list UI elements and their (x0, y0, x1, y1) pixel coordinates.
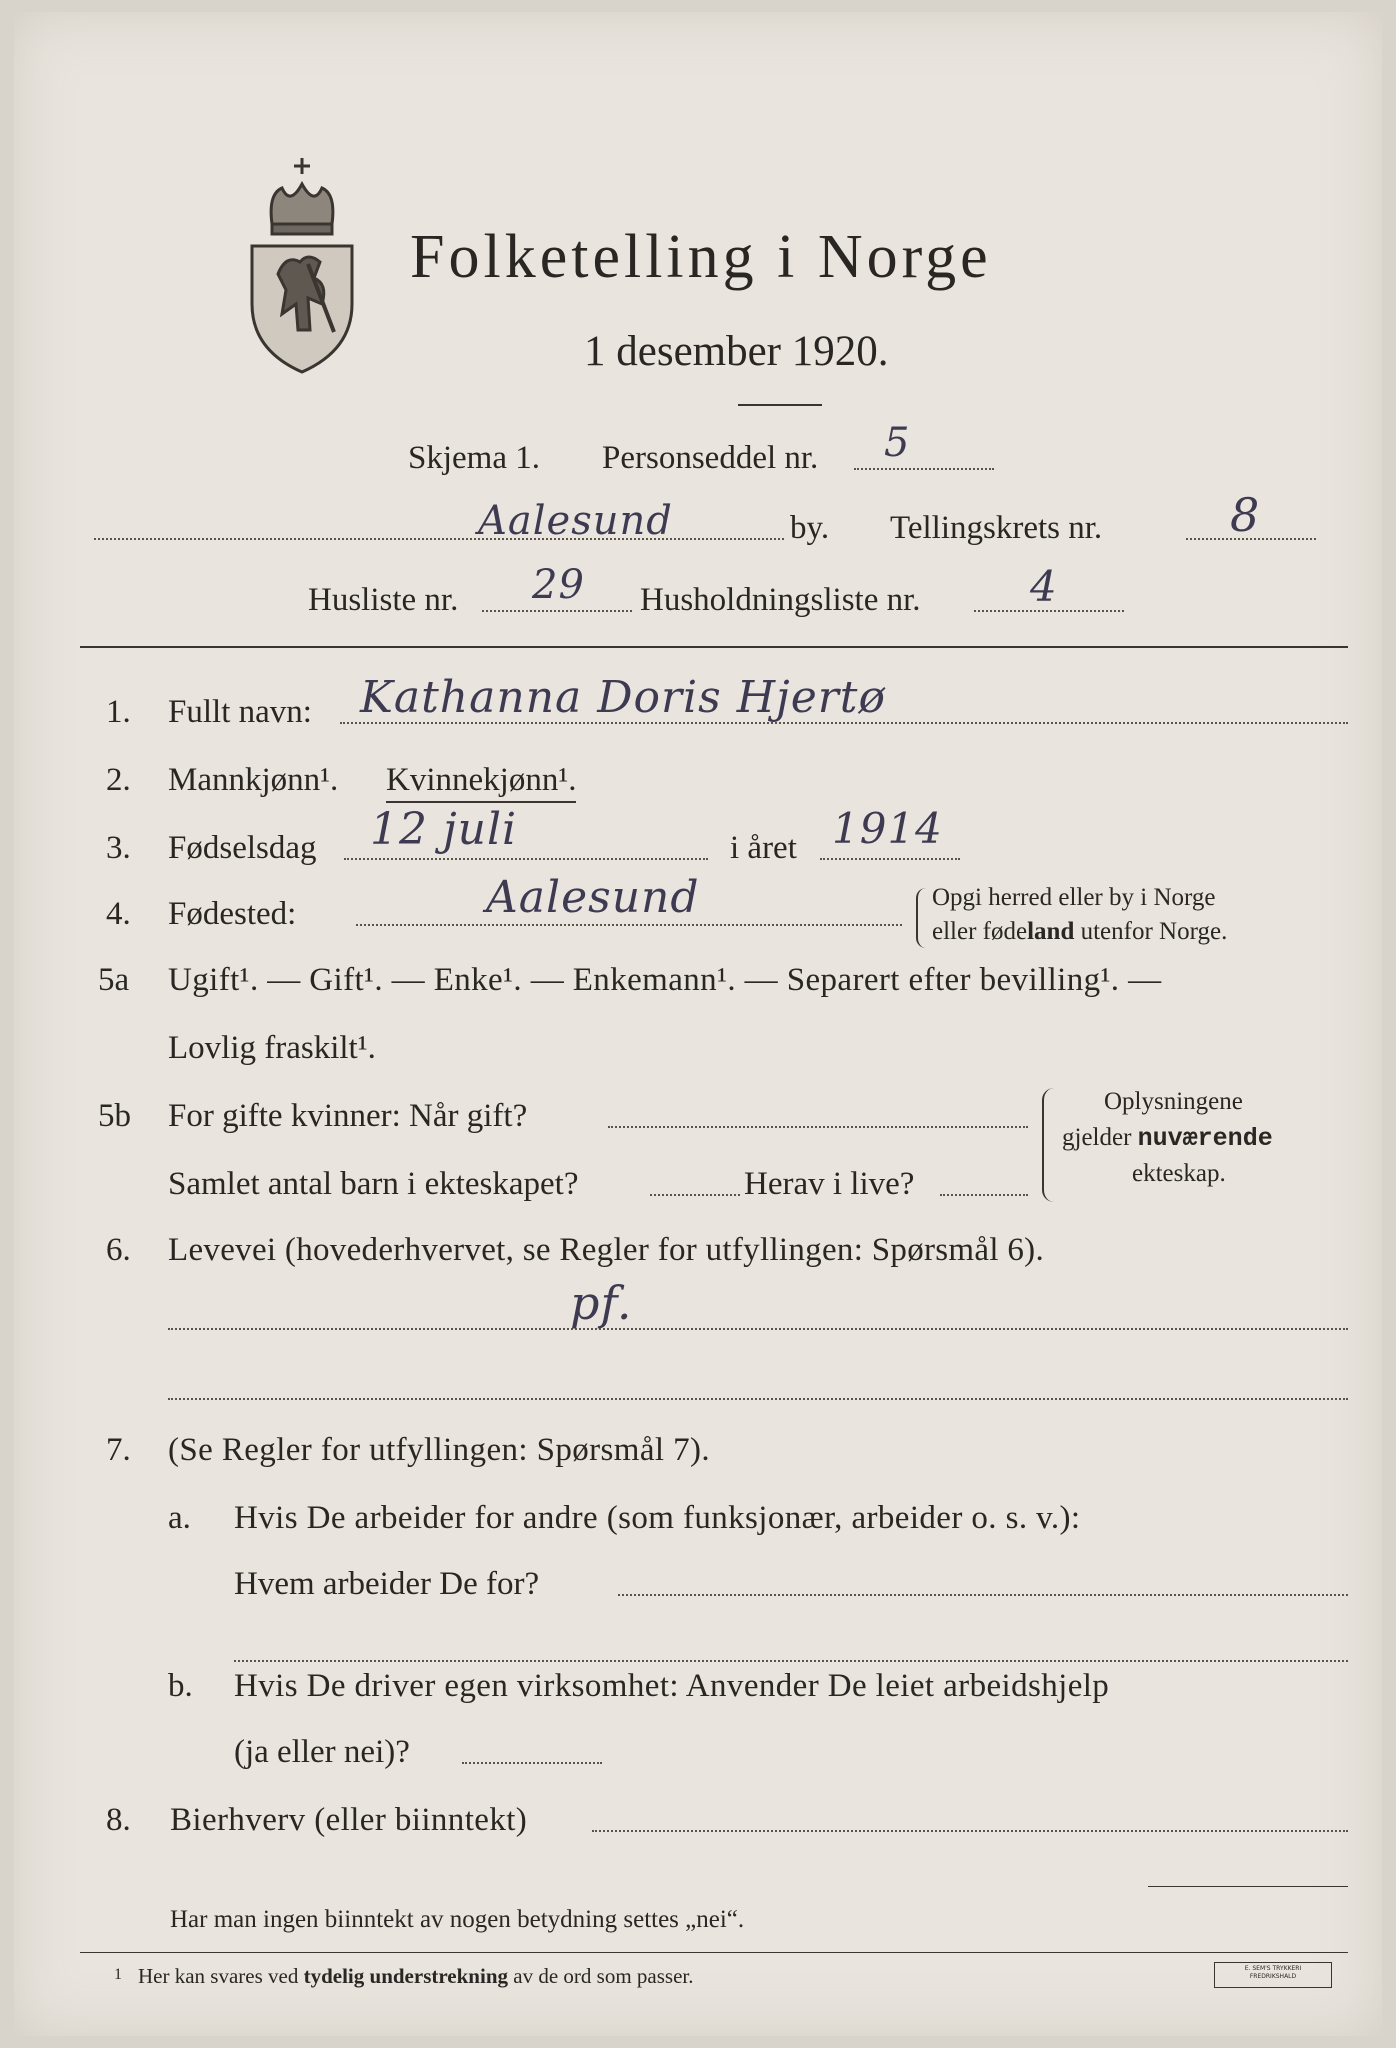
q5b-number: 5b (98, 1098, 131, 1134)
q4-line (356, 924, 902, 926)
q5b-note-line1: Oplysningene (1104, 1088, 1243, 1115)
q3-label: Fødselsdag (168, 830, 317, 866)
q5a-options-line2[interactable]: Lovlig fraskilt¹. (168, 1030, 376, 1066)
q2-male-option[interactable]: Mannkjønn¹. (168, 762, 339, 798)
q4-note-text-bold: land (1027, 918, 1075, 945)
husholdning-label: Husholdningsliste nr. (640, 582, 921, 618)
tellingskrets-value[interactable]: 8 (1230, 488, 1261, 542)
q7-label: (Se Regler for utfyllingen: Spørsmål 7). (168, 1432, 711, 1468)
q6-number: 6. (106, 1232, 131, 1268)
footnote-text-a: Her kan svares ved (138, 1964, 304, 1988)
q8-number: 8. (106, 1802, 131, 1838)
schema-label: Skjema 1. (408, 440, 540, 476)
q7a-line2: Hvem arbeider De for? (234, 1566, 540, 1602)
q7a-employer-line2[interactable] (234, 1660, 1348, 1662)
q4-birthplace-value[interactable]: Aalesund (486, 872, 700, 923)
header-divider (80, 646, 1348, 648)
q5a-options-line1[interactable]: Ugift¹. — Gift¹. — Enke¹. — Enkemann¹. — Separert efter bevilling¹. — (168, 962, 1162, 998)
q7-number: 7. (106, 1432, 131, 1468)
q3-day-line (344, 858, 708, 860)
personseddel-line (854, 468, 994, 470)
q7b-letter: b. (168, 1668, 193, 1704)
footer-top-rule (1148, 1886, 1348, 1887)
q3-number: 3. (106, 830, 131, 866)
city-value[interactable]: Aalesund (478, 498, 673, 544)
q7a-line1: Hvis De arbeider for andre (som funksjonær, arbeider o. s. v.): (234, 1500, 1081, 1536)
footnote-text-bold: tydelig understrekning (303, 1964, 509, 1988)
census-form (14, 12, 1382, 2036)
q5b-note-text-bold: nuværende (1137, 1124, 1273, 1153)
q7b-line1: Hvis De driver egen virksomhet: Anvender De leiet arbeidshjelp (234, 1668, 1110, 1704)
q3-year-line (820, 858, 960, 860)
q2-female-option[interactable]: Kvinnekjønn¹. (386, 762, 576, 803)
q4-note-brace (916, 888, 926, 948)
q5b-note-brace (1042, 1088, 1054, 1202)
q6-label: Levevei (hovederhvervet, se Regler for utfyllingen: Spørsmål 6). (168, 1232, 1045, 1268)
q6-line1 (168, 1328, 1348, 1330)
printer-line2: FREDRIKSHALD (1249, 1973, 1297, 1980)
q5b-alive-line[interactable] (940, 1194, 1028, 1196)
tellingskrets-label: Tellingskrets nr. (890, 510, 1103, 546)
q4-label: Fødested: (168, 896, 297, 932)
footer-divider (80, 1952, 1348, 1953)
city-line (94, 538, 784, 540)
q1-full-name-value[interactable]: Kathanna Doris Hjertø (360, 672, 886, 723)
footnote-text-c: av de ord som passer. (508, 1964, 694, 1988)
husliste-value[interactable]: 29 (532, 562, 585, 608)
form-title: Folketelling i Norge (410, 223, 992, 291)
q4-note-text-a: eller føde (932, 918, 1028, 945)
census-date: 1 desember 1920. (584, 328, 889, 375)
by-label: by. (790, 510, 830, 546)
q7a-employer-line[interactable] (618, 1594, 1348, 1596)
printer-stamp (1214, 1962, 1332, 1988)
q4-number: 4. (106, 896, 131, 932)
q4-note-line2 (932, 918, 1227, 946)
husliste-line (482, 610, 632, 612)
q8-line[interactable] (592, 1830, 1348, 1832)
q1-number: 1. (106, 694, 131, 730)
q5b-line1: For gifte kvinner: Når gift? (168, 1098, 528, 1134)
q3-birthday-value[interactable]: 12 juli (370, 804, 518, 855)
q5b-note-line2 (1062, 1124, 1273, 1153)
q4-note-text-c: utenfor Norge. (1074, 918, 1228, 945)
footer-note: Har man ingen biinntekt av nogen betydning settes „nei“. (170, 1906, 745, 1933)
q5b-children-line[interactable] (650, 1194, 740, 1196)
q5a-number: 5a (98, 962, 130, 998)
q5b-note-line3: ekteskap. (1132, 1160, 1226, 1187)
q8-label: Bierhverv (eller biinntekt) (170, 1802, 528, 1838)
q3-year-label: i året (730, 830, 797, 866)
q5b-note-text-a: gjelder (1062, 1124, 1138, 1151)
q6-line2 (168, 1398, 1348, 1400)
q7b-line2: (ja eller nei)? (234, 1734, 410, 1770)
q7a-letter: a. (168, 1500, 191, 1536)
q7b-answer-line[interactable] (462, 1762, 602, 1764)
q5b-alive-label: Herav i live? (744, 1166, 915, 1202)
q3-year-value[interactable]: 1914 (832, 804, 943, 853)
personseddel-label: Personseddel nr. (602, 440, 819, 476)
q2-number: 2. (106, 762, 131, 798)
q6-occupation-value[interactable]: pf. (570, 1276, 633, 1330)
husliste-label: Husliste nr. (308, 582, 459, 618)
footnote (138, 1964, 693, 1989)
coat-of-arms-icon (238, 154, 366, 376)
q5b-married-line[interactable] (608, 1126, 1028, 1128)
printer-line1: E. SEM'S TRYKKERI (1244, 1965, 1302, 1972)
q5b-children-label: Samlet antal barn i ekteskapet? (168, 1166, 579, 1202)
title-divider (738, 404, 822, 406)
personseddel-value[interactable]: 5 (884, 420, 911, 466)
q4-note-line1: Opgi herred eller by i Norge (932, 884, 1216, 911)
q1-label: Fullt navn: (168, 694, 312, 730)
husholdning-value[interactable]: 4 (1030, 562, 1058, 611)
footnote-number: 1 (114, 1966, 122, 1983)
